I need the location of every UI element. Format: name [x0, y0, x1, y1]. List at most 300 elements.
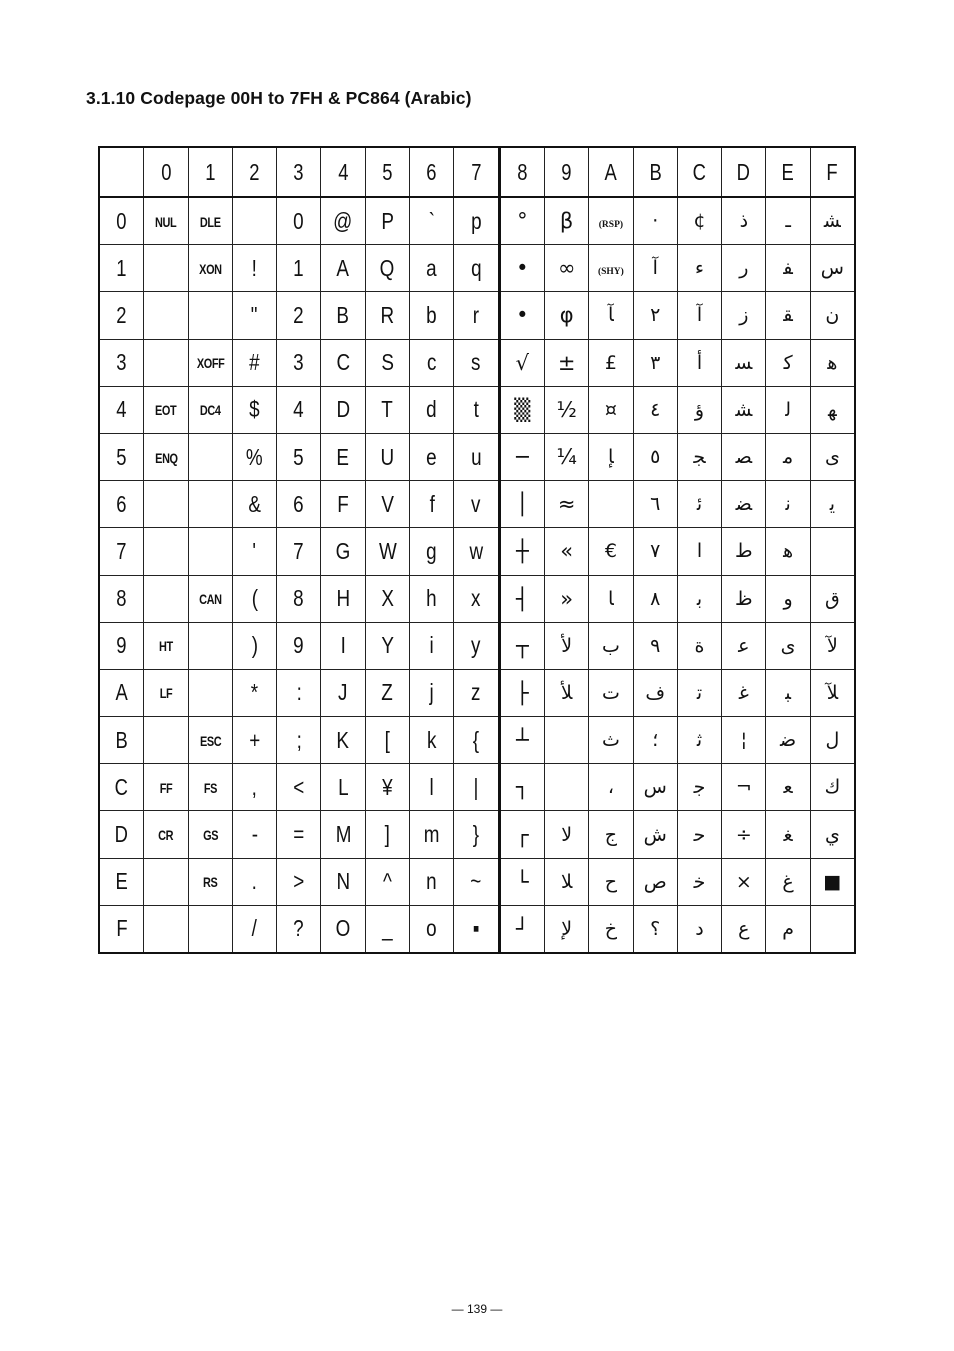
char-glyph: ┬: [515, 633, 529, 658]
char-glyph: «: [560, 539, 574, 564]
char-cell: [766, 669, 810, 716]
char-glyph: ×: [735, 870, 752, 893]
char-cell: [188, 622, 232, 669]
row-header-label: 7: [116, 537, 127, 564]
char-glyph: ﻟ: [785, 398, 791, 421]
column-header-label: 7: [470, 158, 482, 185]
char-cell: [766, 717, 810, 764]
char-cell: [544, 197, 588, 245]
char-cell: [722, 433, 766, 480]
char-glyph: ≈: [557, 492, 576, 517]
char-cell: [365, 905, 409, 953]
row-header-label: 1: [116, 254, 127, 281]
char-glyph: i: [429, 632, 434, 659]
char-cell: [544, 717, 588, 764]
char-cell: [499, 717, 544, 764]
char-glyph: V: [381, 490, 394, 517]
char-glyph: ½: [556, 397, 577, 422]
char-cell: [454, 575, 499, 622]
char-cell: [277, 339, 321, 386]
char-cell: [232, 528, 276, 575]
char-glyph: ﻱ: [824, 823, 840, 846]
char-glyph: Z: [381, 679, 394, 706]
char-glyph: ¬: [735, 776, 752, 799]
table-corner: [99, 147, 144, 197]
row-header: [99, 622, 144, 669]
char-cell: [454, 858, 499, 905]
char-glyph: ٥: [650, 446, 661, 469]
char-glyph: I: [340, 632, 346, 659]
char-cell: [144, 905, 188, 953]
char-glyph: H: [336, 585, 350, 612]
char-cell: [589, 858, 633, 905]
char-cell: [810, 339, 855, 386]
char-cell: [454, 764, 499, 811]
char-glyph: ﺸ: [735, 398, 753, 421]
column-header-row: [99, 147, 855, 197]
char-glyph: ﺡ: [604, 870, 618, 893]
char-glyph: .: [251, 868, 258, 895]
char-cell: [232, 905, 276, 953]
char-glyph: ﺝ: [604, 823, 618, 846]
char-cell: [188, 339, 232, 386]
char-cell: [232, 622, 276, 669]
char-cell: [410, 858, 454, 905]
char-glyph: ﺩ: [695, 917, 704, 940]
char-glyph: ┘: [515, 916, 529, 941]
char-glyph: │: [515, 492, 529, 517]
row-header-label: 4: [116, 396, 127, 423]
char-cell: [722, 481, 766, 528]
char-cell: [677, 386, 721, 433]
char-glyph: x: [471, 585, 481, 612]
char-glyph: β: [559, 209, 574, 234]
char-glyph: ٦: [650, 493, 661, 516]
char-glyph: J: [338, 679, 348, 706]
char-glyph: o: [426, 915, 437, 942]
char-glyph: 6: [293, 490, 305, 517]
char-glyph: ﺒ: [785, 681, 791, 704]
char-cell: [144, 386, 188, 433]
char-glyph: FF: [159, 779, 173, 796]
char-cell: [454, 292, 499, 339]
char-cell: [365, 292, 409, 339]
char-cell: [766, 811, 810, 858]
table-row: [99, 197, 855, 245]
char-glyph: ﻛ: [783, 351, 793, 374]
char-cell: [144, 669, 188, 716]
char-glyph: }: [472, 821, 480, 848]
char-glyph: G: [335, 537, 351, 564]
char-cell: [499, 245, 544, 292]
char-glyph: Q: [380, 254, 395, 281]
char-glyph: ٩: [650, 634, 661, 657]
row-header-label: 6: [116, 490, 127, 517]
row-header: [99, 481, 144, 528]
char-cell: [144, 528, 188, 575]
char-glyph: U: [380, 443, 395, 470]
char-glyph: !: [251, 254, 258, 281]
char-glyph: [: [384, 726, 391, 753]
char-cell: [321, 339, 365, 386]
char-cell: [589, 433, 633, 480]
char-cell: [766, 339, 810, 386]
row-header-label: D: [114, 821, 129, 848]
char-glyph: n: [426, 868, 437, 895]
char-glyph: :: [296, 679, 302, 706]
column-header-label: A: [604, 158, 618, 185]
char-cell: [188, 197, 232, 245]
char-glyph: l: [429, 773, 434, 800]
char-cell: [589, 764, 633, 811]
char-cell: [677, 717, 721, 764]
char-cell: [766, 292, 810, 339]
char-glyph: X: [381, 585, 394, 612]
row-header-label: B: [115, 726, 128, 753]
char-glyph: =: [293, 821, 305, 848]
char-glyph: S: [381, 349, 394, 376]
table-row: [99, 292, 855, 339]
char-cell: [810, 528, 855, 575]
char-cell: [766, 386, 810, 433]
char-cell: [454, 528, 499, 575]
char-glyph: ─: [515, 445, 529, 470]
char-cell: [544, 622, 588, 669]
char-cell: [277, 386, 321, 433]
char-cell: [810, 292, 855, 339]
char-glyph: ٨: [650, 587, 661, 610]
char-cell: [321, 669, 365, 716]
char-glyph: f: [429, 490, 435, 517]
char-glyph: ﻥ: [825, 304, 840, 327]
char-glyph: •: [516, 303, 529, 328]
char-glyph: ﺣ: [693, 823, 706, 846]
column-header: [454, 147, 499, 197]
char-glyph: *: [250, 679, 259, 706]
char-cell: [144, 575, 188, 622]
char-cell: [633, 622, 677, 669]
char-glyph: ﻳ: [829, 493, 836, 516]
char-glyph: ﺭ: [739, 257, 749, 280]
char-cell: [810, 669, 855, 716]
char-glyph: 1: [293, 254, 305, 281]
table-row: [99, 905, 855, 953]
char-cell: [321, 433, 365, 480]
char-glyph: ﺎ: [608, 587, 614, 610]
char-glyph: ﻝ: [825, 729, 840, 752]
char-glyph: B: [336, 301, 350, 328]
char-cell: [232, 811, 276, 858]
char-cell: [589, 386, 633, 433]
char-cell: [232, 764, 276, 811]
char-cell: [544, 339, 588, 386]
char-glyph: ﻀ: [735, 493, 753, 516]
char-glyph: 2: [293, 301, 305, 328]
table-row: [99, 481, 855, 528]
char-cell: [144, 717, 188, 764]
row-header-label: 9: [116, 632, 127, 659]
char-cell: [410, 669, 454, 716]
char-cell: [499, 811, 544, 858]
row-header: [99, 575, 144, 622]
char-cell: [633, 528, 677, 575]
char-cell: [722, 717, 766, 764]
char-cell: [499, 905, 544, 953]
char-glyph: (: [251, 585, 258, 612]
char-glyph: ﻘ: [783, 304, 793, 327]
char-glyph: m: [423, 821, 440, 848]
char-cell: [766, 905, 810, 953]
char-cell: [544, 433, 588, 480]
char-cell: [589, 622, 633, 669]
char-glyph: φ: [559, 303, 574, 328]
row-header: [99, 528, 144, 575]
char-glyph: w: [469, 537, 483, 564]
char-cell: [766, 764, 810, 811]
char-glyph: ÷: [735, 823, 752, 846]
char-glyph: >: [293, 868, 305, 895]
char-cell: [544, 858, 588, 905]
char-cell: [677, 433, 721, 480]
char-cell: [321, 575, 365, 622]
row-header-label: 8: [116, 585, 127, 612]
char-glyph: ٧: [650, 540, 661, 563]
row-header-label: 2: [116, 301, 127, 328]
char-glyph: ¤: [604, 398, 617, 421]
char-cell: [633, 669, 677, 716]
char-glyph: Y: [381, 632, 394, 659]
char-glyph: ]: [384, 821, 391, 848]
char-cell: [188, 858, 232, 905]
char-glyph: ﻅ: [735, 587, 753, 610]
char-glyph: ٤: [650, 398, 661, 421]
char-glyph: LF: [159, 685, 173, 702]
char-glyph: <: [293, 773, 305, 800]
column-header-label: 2: [249, 158, 260, 185]
char-cell: [766, 481, 810, 528]
row-header-label: 5: [116, 443, 127, 470]
char-glyph: ├: [515, 680, 529, 705]
char-cell: [810, 905, 855, 953]
row-header-label: A: [115, 679, 128, 706]
char-cell: [677, 245, 721, 292]
char-cell: [633, 197, 677, 245]
char-glyph: ﻻ: [561, 823, 573, 846]
char-glyph: HT: [159, 638, 173, 655]
char-cell: [589, 669, 633, 716]
column-header: [321, 147, 365, 197]
char-glyph: ﺟ: [693, 776, 706, 799]
char-glyph: ؟: [650, 917, 661, 940]
char-cell: [144, 292, 188, 339]
column-header-label: 0: [160, 158, 172, 185]
char-cell: [321, 717, 365, 764]
char-cell: [722, 905, 766, 953]
char-cell: [544, 528, 588, 575]
char-cell: [277, 245, 321, 292]
char-cell: [188, 433, 232, 480]
char-cell: [188, 717, 232, 764]
char-cell: [677, 292, 721, 339]
char-cell: [589, 575, 633, 622]
column-header-label: 5: [382, 158, 393, 185]
char-glyph: #: [249, 349, 260, 376]
char-cell: [410, 481, 454, 528]
char-cell: [677, 811, 721, 858]
char-glyph: ﻋ: [738, 634, 750, 657]
char-glyph: ¦: [740, 729, 747, 752]
char-cell: [544, 292, 588, 339]
char-cell: [766, 858, 810, 905]
char-cell: [677, 622, 721, 669]
char-cell: [499, 386, 544, 433]
char-cell: [321, 622, 365, 669]
char-cell: [232, 575, 276, 622]
char-cell: [454, 622, 499, 669]
char-cell: [722, 858, 766, 905]
char-cell: [499, 433, 544, 480]
char-glyph: ﺀ: [695, 257, 704, 280]
column-header: [677, 147, 721, 197]
table-row: [99, 669, 855, 716]
char-cell: [766, 245, 810, 292]
char-glyph: ﻫ: [783, 540, 794, 563]
char-cell: [410, 292, 454, 339]
char-glyph: CR: [158, 827, 174, 844]
char-cell: [589, 245, 633, 292]
row-header: [99, 717, 144, 764]
char-cell: [365, 528, 409, 575]
char-cell: [410, 905, 454, 953]
char-glyph: j: [429, 679, 434, 706]
char-glyph: g: [426, 537, 437, 564]
char-cell: [810, 858, 855, 905]
char-cell: [321, 905, 365, 953]
char-cell: [277, 433, 321, 480]
char-glyph: ﺂ: [608, 304, 614, 327]
char-glyph: NUL: [155, 213, 177, 230]
char-glyph: °: [517, 209, 528, 234]
char-cell: [232, 386, 276, 433]
char-glyph: ¢: [693, 210, 706, 233]
char-glyph: L: [337, 773, 349, 800]
char-cell: [454, 811, 499, 858]
char-cell: [810, 197, 855, 245]
char-glyph: ﺑ: [696, 587, 703, 610]
char-cell: [277, 528, 321, 575]
char-cell: [144, 811, 188, 858]
char-cell: [232, 717, 276, 764]
char-cell: [722, 528, 766, 575]
char-cell: [677, 339, 721, 386]
char-cell: [544, 811, 588, 858]
char-glyph: ﻼ: [560, 870, 573, 893]
char-glyph: $: [249, 396, 260, 423]
char-glyph: £: [604, 351, 617, 374]
char-glyph: ﻌ: [783, 776, 793, 799]
char-glyph: ﺗ: [696, 681, 703, 704]
char-cell: [321, 528, 365, 575]
column-header: [633, 147, 677, 197]
char-cell: [410, 433, 454, 480]
char-cell: [144, 481, 188, 528]
char-glyph: ﺠ: [693, 446, 706, 469]
char-glyph: (SHY): [597, 266, 624, 277]
char-cell: [410, 197, 454, 245]
char-cell: [410, 528, 454, 575]
char-cell: [499, 197, 544, 245]
char-cell: [365, 717, 409, 764]
char-glyph: ﺕ: [601, 681, 620, 704]
char-glyph: ﺙ: [601, 729, 620, 752]
char-glyph: ﻯ: [780, 634, 796, 657]
char-glyph: ﺯ: [739, 304, 749, 327]
char-glyph: `: [428, 207, 435, 234]
char-cell: [321, 292, 365, 339]
char-cell: [766, 528, 810, 575]
char-cell: [633, 575, 677, 622]
char-glyph: »: [560, 586, 574, 611]
column-header: [544, 147, 588, 197]
char-cell: [633, 292, 677, 339]
char-glyph: 9: [293, 632, 305, 659]
char-glyph: ﺹ: [643, 870, 667, 893]
char-glyph: ﺈ: [608, 446, 614, 469]
row-header-label: 3: [116, 349, 127, 376]
char-cell: [677, 905, 721, 953]
char-cell: [589, 481, 633, 528]
char-cell: [722, 245, 766, 292]
char-glyph: /: [251, 915, 258, 942]
char-cell: [232, 433, 276, 480]
char-glyph: @: [333, 207, 353, 234]
char-glyph: N: [336, 868, 350, 895]
row-header: [99, 858, 144, 905]
char-cell: [810, 717, 855, 764]
table-row: [99, 764, 855, 811]
char-glyph: ﺵ: [643, 823, 667, 846]
table-row: [99, 811, 855, 858]
char-glyph: ¥: [382, 773, 393, 800]
char-cell: [144, 764, 188, 811]
char-cell: [722, 575, 766, 622]
char-glyph: CAN: [198, 591, 222, 608]
char-glyph: ﺴ: [735, 351, 753, 374]
char-cell: [144, 197, 188, 245]
char-cell: [633, 764, 677, 811]
column-header-label: E: [781, 158, 795, 185]
char-glyph: ﺧ: [693, 870, 706, 893]
char-glyph: XOFF: [196, 355, 225, 372]
char-glyph: ﺏ: [601, 634, 620, 657]
char-glyph: ﻙ: [824, 776, 841, 799]
char-cell: [544, 386, 588, 433]
char-cell: [365, 669, 409, 716]
char-glyph: ,: [251, 773, 258, 800]
char-glyph: {: [472, 726, 480, 753]
char-cell: [454, 197, 499, 245]
char-cell: [633, 811, 677, 858]
char-cell: [232, 245, 276, 292]
table-row: [99, 245, 855, 292]
char-cell: [454, 339, 499, 386]
row-header-label: F: [116, 915, 128, 942]
char-glyph: e: [426, 443, 437, 470]
char-cell: [722, 386, 766, 433]
column-header: [766, 147, 810, 197]
row-header-label: 0: [116, 207, 127, 234]
char-glyph: ـ: [785, 210, 791, 233]
